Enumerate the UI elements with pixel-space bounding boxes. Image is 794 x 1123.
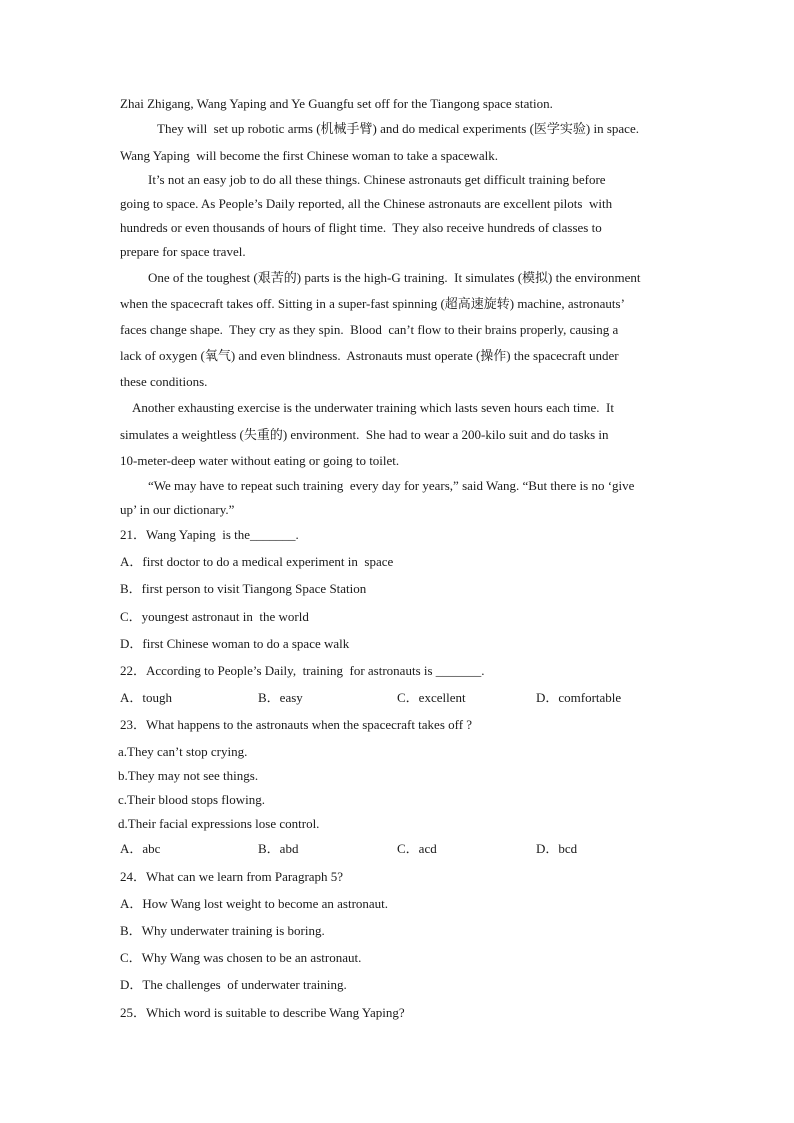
option-b: B．first person to visit Tiangong Space Station [120,581,367,596]
passage-line: going to space. As People’s Daily reported, all the Chinese astronauts are excellent pilots with [120,196,613,211]
passage-line: when the spacecraft takes off. Sitting in a super-fast spinning (超高速旋转) machine, astronauts’ [120,296,625,311]
question-stem: 21．Wang Yaping is the_______. [120,527,299,542]
option-b: B．abd [258,841,299,856]
question-stem: 23．What happens to the astronauts when the spacecraft takes off ? [120,717,473,732]
passage-line: lack of oxygen (氧气) and even blindness. Astronauts must operate (操作) the spacecraft under [120,348,619,363]
passage-line: faces change shape. They cry as they spin. Blood can’t flow to their brains properly, causing a [120,322,619,337]
passage-line: Another exhausting exercise is the underwater training which lasts seven hours each time. It [132,400,614,415]
passage-line: It’s not an easy job to do all these things. Chinese astronauts get difficult training before [148,172,606,187]
option-d: D．comfortable [536,690,622,705]
option-a: A．tough [120,690,173,705]
statement-c: c.Their blood stops flowing. [118,792,265,807]
option-b: B．easy [258,690,303,705]
option-a: A．How Wang lost weight to become an astronaut. [120,896,389,911]
option-c: C．youngest astronaut in the world [120,609,309,624]
statement-d: d.Their facial expressions lose control. [118,816,320,831]
option-c: C．excellent [397,690,466,705]
option-c: C．acd [397,841,437,856]
option-b: B．Why underwater training is boring. [120,923,325,938]
passage-line: Wang Yaping will become the first Chinese woman to take a spacewalk. [120,148,499,163]
option-d: D．bcd [536,841,578,856]
passage-line: Zhai Zhigang, Wang Yaping and Ye Guangfu set off for the Tiangong space station. [120,96,553,111]
question-stem: 25．Which word is suitable to describe Wang Yaping? [120,1005,405,1020]
statement-a: a.They can’t stop crying. [118,744,248,759]
passage-line: these conditions. [120,374,208,389]
passage-line: 10-meter-deep water without eating or going to toilet. [120,453,400,468]
statement-b: b.They may not see things. [118,768,259,783]
option-a: A．abc [120,841,161,856]
passage-line: simulates a weightless (失重的) environment. She had to wear a 200-kilo suit and do tasks in [120,427,609,442]
question-stem: 24．What can we learn from Paragraph 5? [120,869,344,884]
passage-line: hundreds or even thousands of hours of flight time. They also receive hundreds of classes to [120,220,602,235]
passage-line: They will set up robotic arms (机械手臂) and do medical experiments (医学实验) in space. [157,121,639,136]
passage-line: prepare for space travel. [120,244,246,259]
option-a: A．first doctor to do a medical experiment in space [120,554,394,569]
passage-line: up’ in our dictionary.” [120,502,235,517]
passage-line: One of the toughest (艰苦的) parts is the high-G training. It simulates (模拟) the environment [148,270,641,285]
option-c: C．Why Wang was chosen to be an astronaut. [120,950,362,965]
option-d: D．The challenges of underwater training. [120,977,347,992]
question-stem: 22．According to People’s Daily, training for astronauts is _______. [120,663,485,678]
passage-line: “We may have to repeat such training every day for years,” said Wang. “But there is no ‘give [148,478,635,493]
option-d: D．first Chinese woman to do a space walk [120,636,350,651]
